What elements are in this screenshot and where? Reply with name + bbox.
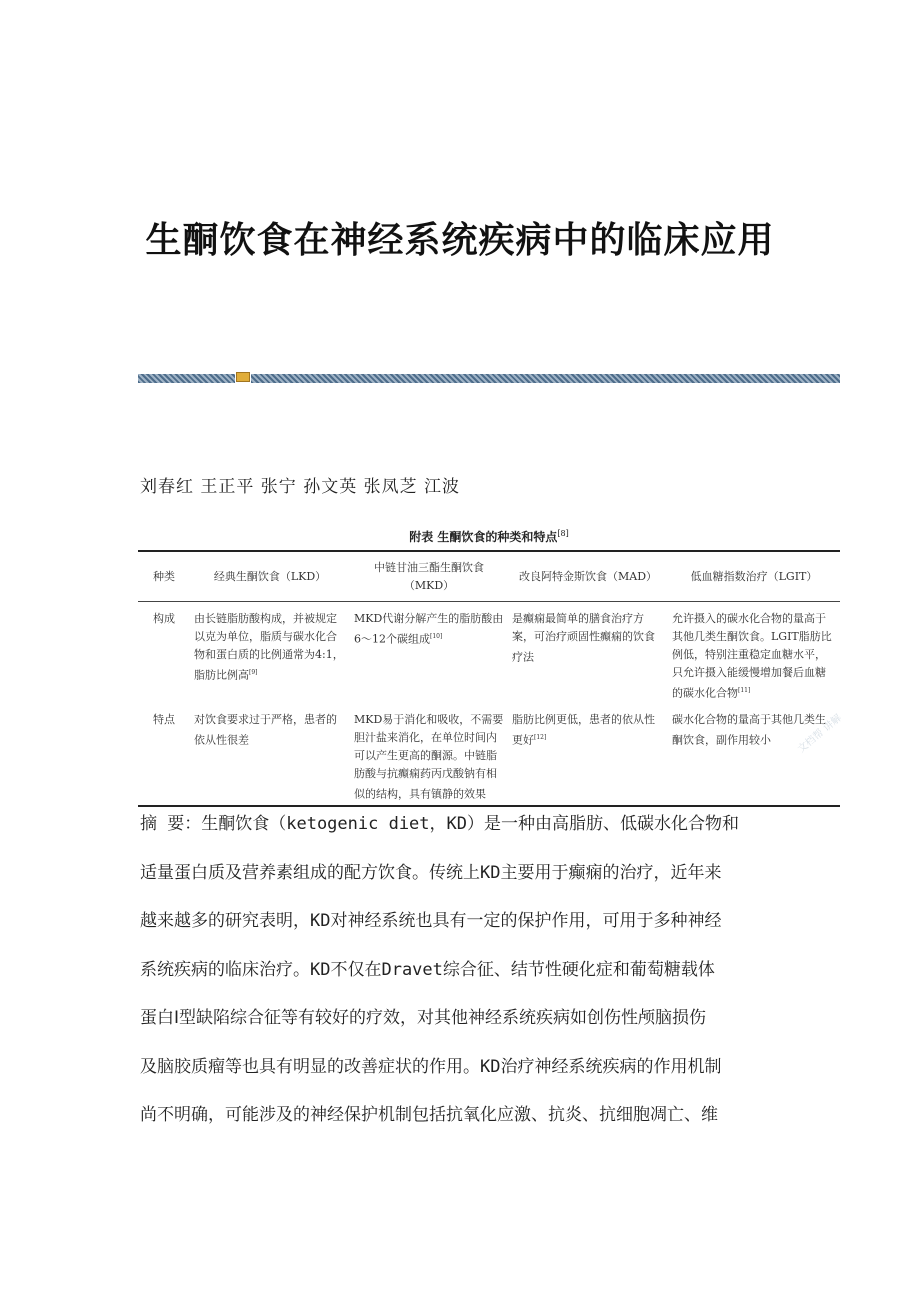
cell-text: 脂肪比例更低，患者的依从性更好 (512, 712, 655, 747)
table-header-cell: 中链甘油三酯生酮饮食（MKD） (350, 551, 508, 602)
abstract-line: 及脑胶质瘤等也具有明显的改善症状的作用。KD治疗神经系统疾病的作用机制 (140, 1056, 722, 1077)
abstract-line: 摘 要：生酮饮食（ketogenic diet，KD）是一种由高脂肪、低碳水化合物和 (140, 814, 739, 834)
abstract-line: 蛋白Ⅰ型缺陷综合征等有较好的疗效，对其他神经系统疾病如创伤性颅脑损伤 (140, 1008, 707, 1028)
table-row (138, 602, 840, 707)
table-cell (508, 602, 668, 707)
table-caption-text: 附表 生酮饮食的种类和特点 (409, 530, 558, 544)
cell-ref: [10] (430, 633, 443, 640)
cell-ref: [11] (738, 687, 751, 694)
title-divider (138, 374, 840, 383)
cell-text: 允许摄入的碳水化合物的量高于其他几类生酮饮食。LGIT脂肪比例低，特别注重稳定血糖水平，只允许摄入能缓慢增加餐后血糖的碳水化合物 (672, 612, 832, 700)
row-label: 构成 (153, 612, 175, 625)
abstract-line: 系统疾病的临床治疗。KD不仅在Dravet综合征、结节性硬化症和葡萄糖载体 (140, 959, 715, 980)
table-cell (668, 602, 840, 707)
table-caption-ref: [8] (557, 529, 569, 538)
abstract-body (140, 800, 790, 1140)
page-title: 生酮饮食在神经系统疾病中的临床应用 (145, 220, 775, 261)
table-header-cell: 种类 (138, 551, 190, 602)
divider-ornament (235, 371, 251, 384)
cell-text: 由长链脂肪酸构成，并被规定以克为单位，脂质与碳水化合物和蛋白质的比例通常为4:1，脂肪比例高 (194, 612, 344, 682)
abstract-line: 越来越多的研究表明，KD对神经系统也具有一定的保护作用，可用于多种神经 (140, 911, 722, 931)
watermark: 文档帮 讲解 (795, 712, 844, 756)
table-cell (350, 707, 508, 807)
table-cell (350, 602, 508, 707)
abstract-line: 尚不明确，可能涉及的神经保护机制包括抗氧化应激、抗炎、抗细胞凋亡、维 (140, 1105, 718, 1125)
cell-text: 碳水化合物的量高于其他几类生酮饮食，副作用较小 (672, 712, 826, 747)
cell-text: MKD代谢分解产生的脂肪酸由6～12个碳组成 (354, 612, 504, 646)
abstract-line: 适量蛋白质及营养素组成的配方饮食。传统上KD主要用于癫痫的治疗，近年来 (140, 862, 722, 883)
cell-text: 对饮食要求过于严格，患者的依从性很差 (194, 712, 337, 747)
table-header-cell: 低血糖指数治疗（LGIT） (668, 551, 840, 602)
cell-text: MKD易于消化和吸收，不需要胆汁盐来消化，在单位时间内可以产生更高的酮源。中链脂肪酸与抗癫痫药丙戊酸钠有相似的结构，具有镇静的效果 (354, 712, 504, 801)
cell-ref: [9] (249, 669, 258, 676)
author-list: 刘春红 王正平 张宁 孙文英 张凤芝 江波 (140, 477, 461, 497)
table-caption (138, 528, 840, 545)
row-label: 特点 (138, 707, 190, 807)
table-cell (190, 707, 350, 807)
table-header-cell: 改良阿特金斯饮食（MAD） (508, 551, 668, 602)
table-cell (508, 707, 668, 807)
cell-text: 是癫痫最简单的膳食治疗方案，可治疗顽固性癫痫的饮食疗法 (512, 612, 655, 664)
table-cell (668, 707, 840, 807)
table-header-row (138, 551, 840, 602)
table-header-cell: 经典生酮饮食（LKD） (190, 551, 350, 602)
diet-types-table (138, 550, 840, 807)
table-cell (190, 602, 350, 707)
table-row (138, 707, 840, 807)
cell-ref: [12] (534, 733, 547, 741)
